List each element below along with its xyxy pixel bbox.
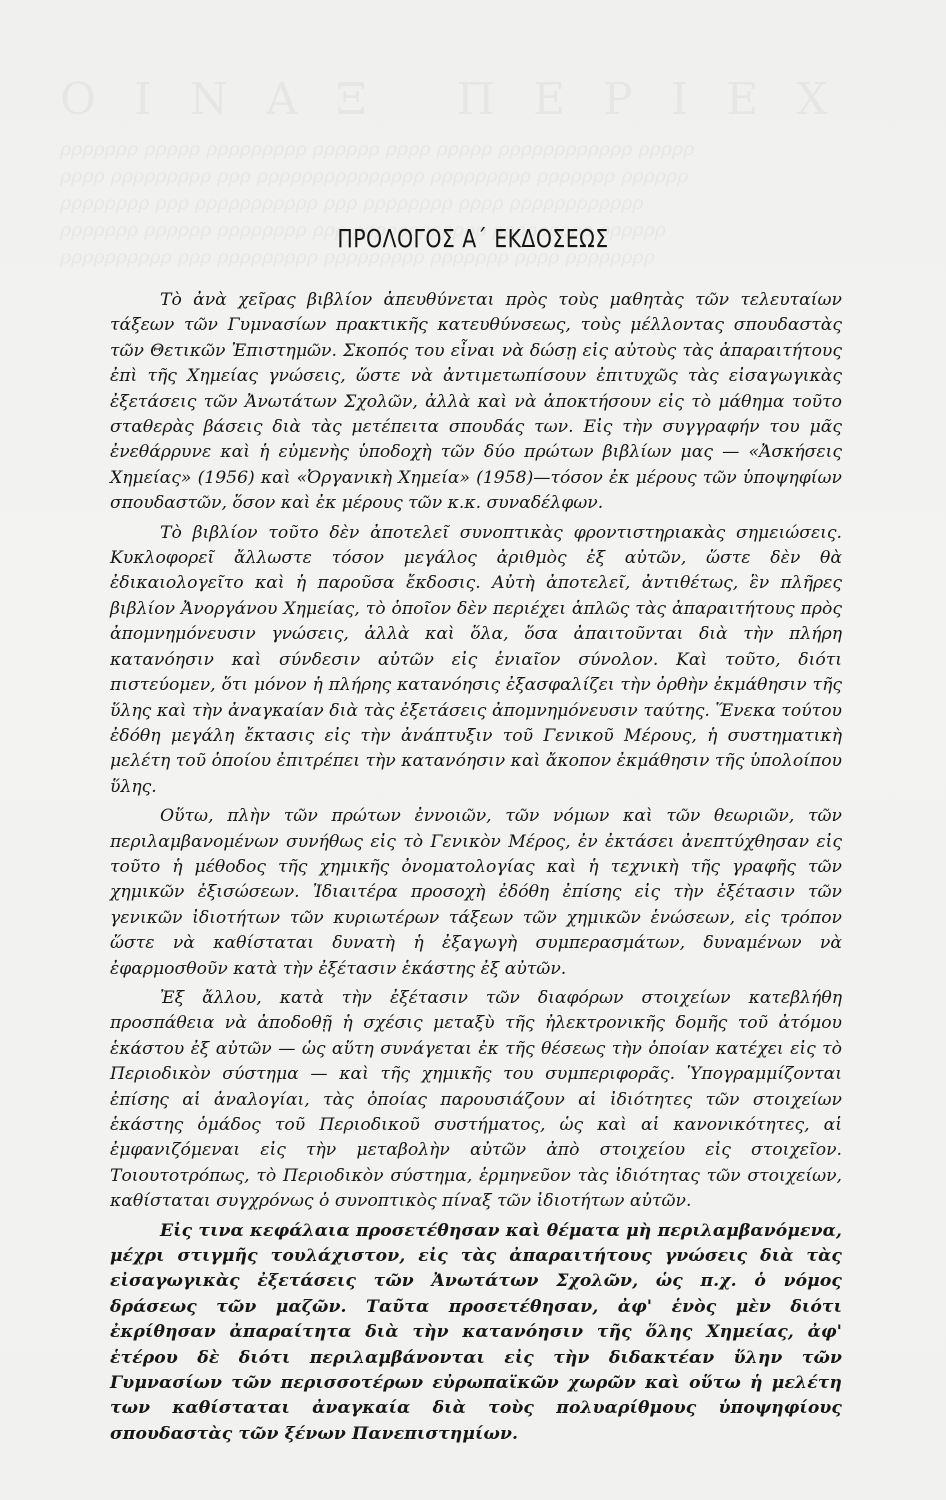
- paragraph: Εἰς τινα κεφάλαια προσετέθησαν καὶ θέματα μὴ περιλαμβανόμενα, μέχρι στιγμῆς τουλάχιστον, εἰς τὰς ἀπαραιτήτους γνώσεις διὰ τὰς εἰσαγωγικὰς ἐξετάσεις τῶν Ἀνωτάτων Σχολῶν, ὡς π.χ. ὁ νόμος δράσεως τῶν μαζῶν. Ταῦτα προσετέθησαν, ἀφ' ἑνὸς μὲν διότι ἐκρίθησαν ἀπαραίτητα διὰ τὴν κατανόησιν τῆς ὅλης Χημείας, ἀφ' ἑτέρου δὲ διότι περιλαμβάνονται εἰς τὴν διδακτέαν ὕλην τῶν Γυμνασίων τῶν περισσοτέρων εὐρωπαϊκῶν χωρῶν καὶ οὕτω ἡ μελέτη των καθίσταται ἀναγκαία διὰ τοὺς πολυαρίθμους ὑποψηφίους σπουδαστὰς τῶν ξένων Πανεπιστημίων.: [110, 1220, 842, 1444]
- paragraph: Ἐξ ἄλλου, κατὰ τὴν ἐξέτασιν τῶν διαφόρων στοιχείων κατεβλήθη προσπάθεια νὰ ἀποδοθῇ ἡ σχέσις μεταξὺ τῆς ἠλεκτρονικῆς δομῆς τοῦ ἀτόμου ἑκάστου ἐξ αὐτῶν — ὡς αὕτη συνάγεται ἐκ τῆς θέσεως τὴν ὁποίαν κατέχει εἰς τὸ Περιοδικὸν σύστημα — καὶ τῆς χημικῆς του συμπεριφορᾶς. Ὑπογραμμίζονται ἐπίσης αἱ ἀναλογίαι, τὰς ὁποίας παρουσιάζουν αἱ ἰδιότητες τῶν στοιχείων ἑκάστης ὁμάδος τοῦ Περιοδικοῦ συστήματος, ὡς καὶ αἱ κανονικότητες, αἱ ἐμφανιζόμεναι εἰς τὴν μεταβολὴν αὐτῶν ἀπὸ στοιχείου εἰς στοιχεῖον. Τοιουτοτρόπως, τὸ Περιοδικὸν σύστημα, ἑρμηνεῦον τὰς ἰδιότητας τῶν στοιχείων, καθίσταται συγχρόνως ὁ συνοπτικὸς πίναξ τῶν ἰδιοτήτων αὐτῶν.: [110, 987, 842, 1212]
- paragraph: Τὸ ἀνὰ χεῖρας βιβλίον ἀπευθύνεται πρὸς τοὺς μαθητὰς τῶν τελευταίων τάξεων τῶν Γυμνασίων πρακτικῆς κατευθύνσεως, τοὺς μέλλοντας σπουδαστὰς τῶν Θετικῶν Ἐπιστημῶν. Σκοπός του εἶναι νὰ δώσῃ εἰς αὐτοὺς τὰς ἀπαραιτήτους ἐπὶ τῆς Χημείας γνώσεις, ὥστε νὰ ἀντιμετωπίσουν ἐπιτυχῶς τὰς εἰσαγωγικὰς ἐξετάσεις τῶν Ἀνωτάτων Σχολῶν, ἀλλὰ καὶ νὰ ἀποκτήσουν εἰς τὸ μάθημα τοῦτο σταθερὰς βάσεις διὰ τὰς μετέπειτα σπουδάς των. Εἰς τὴν συγγραφήν του μᾶς ἐνεθάρρυνε καὶ ἡ εὐμενὴς ὑποδοχὴ τῶν δύο πρώτων βιβλίων μας — «Ἀσκήσεις Χημείας» (1956) καὶ «Ὀργανικὴ Χημεία» (1958)—τόσον ἐκ μέρους τῶν ὑποψηφίων σπουδαστῶν, ὅσον καὶ ἐκ μέρους τῶν κ.κ. συναδέλφων.: [110, 290, 842, 514]
- paragraph: Τὸ βιβλίον τοῦτο δὲν ἀποτελεῖ συνοπτικὰς φροντιστηριακὰς σημειώσεις. Κυκλοφορεῖ ἄλλωστε τόσον μεγάλος ἀριθμὸς ἐξ αὐτῶν, ὥστε δὲν θὰ ἐδικαιολογεῖτο καὶ ἡ παροῦσα ἔκδοσις. Αὐτὴ ἀποτελεῖ, ἀντιθέτως, ἓν πλῆρες βιβλίον Ἀνοργάνου Χημείας, τὸ ὁποῖον δὲν περιέχει ἁπλῶς τὰς ἀπαραιτήτους πρὸς ἀπομνημόνευσιν γνώσεις, ἀλλὰ καὶ ὅλα, ὅσα ἀπαιτοῦνται διὰ τὴν πλήρη κατανόησιν καὶ σύνδεσιν αὐτῶν εἰς ἑνιαῖον σύνολον. Καὶ τοῦτο, διότι πιστεύομεν, ὅτι μόνον ἡ πλήρης κατανόησις ἐξασφαλίζει τὴν ὀρθὴν ἐκμάθησιν τῆς ὕλης καὶ τὴν ἀναγκαίαν διὰ τὰς ἐξετάσεις ἀπομνημόνευσιν ταύτης. Ἕνεκα τούτου ἐδόθη μεγάλη ἔκτασις εἰς τὴν ἀνάπτυξιν τοῦ Γενικοῦ Μέρους, ἡ συστηματικὴ μελέτη τοῦ ὁποίου ἐπιτρέπει τὴν κατανόησιν καὶ ἄκοπον ἐκμάθησιν τῆς ὑπολοίπου ὕλης.: [110, 522, 842, 797]
- page-title: ΠΡΟΛΟΓΟΣ Α΄ ΕΚΔΟΣΕΩΣ: [337, 224, 609, 253]
- preface-body: [110, 288, 842, 1451]
- show-through-texture: [60, 70, 860, 290]
- paragraph: Οὕτω, πλὴν τῶν πρώτων ἐννοιῶν, τῶν νόμων καὶ τῶν θεωριῶν, τῶν περιλαμβανομένων συνήθως εἰς τὸ Γενικὸν Μέρος, ἐν ἐκτάσει ἀνεπτύχθησαν εἰς τοῦτο ἡ μέθοδος τῆς χημικῆς ὀνοματολογίας καὶ ἡ τεχνικὴ τῆς γραφῆς τῶν χημικῶν ἐξισώσεων. Ἰδιαιτέρα προσοχὴ ἐδόθη ἐπίσης εἰς τὴν ἐξέτασιν τῶν γενικῶν ἰδιοτήτων τῶν κυριωτέρων τάξεων τῶν χημικῶν ἑνώσεων, εἰς τρόπον ὥστε νὰ καθίσταται δυνατὴ ἡ ἐξαγωγὴ συμπερασμάτων, δυναμένων νὰ ἐφαρμοσθοῦν κατὰ τὴν ἐξέτασιν ἑκάστης ἐξ αὐτῶν.: [110, 806, 842, 979]
